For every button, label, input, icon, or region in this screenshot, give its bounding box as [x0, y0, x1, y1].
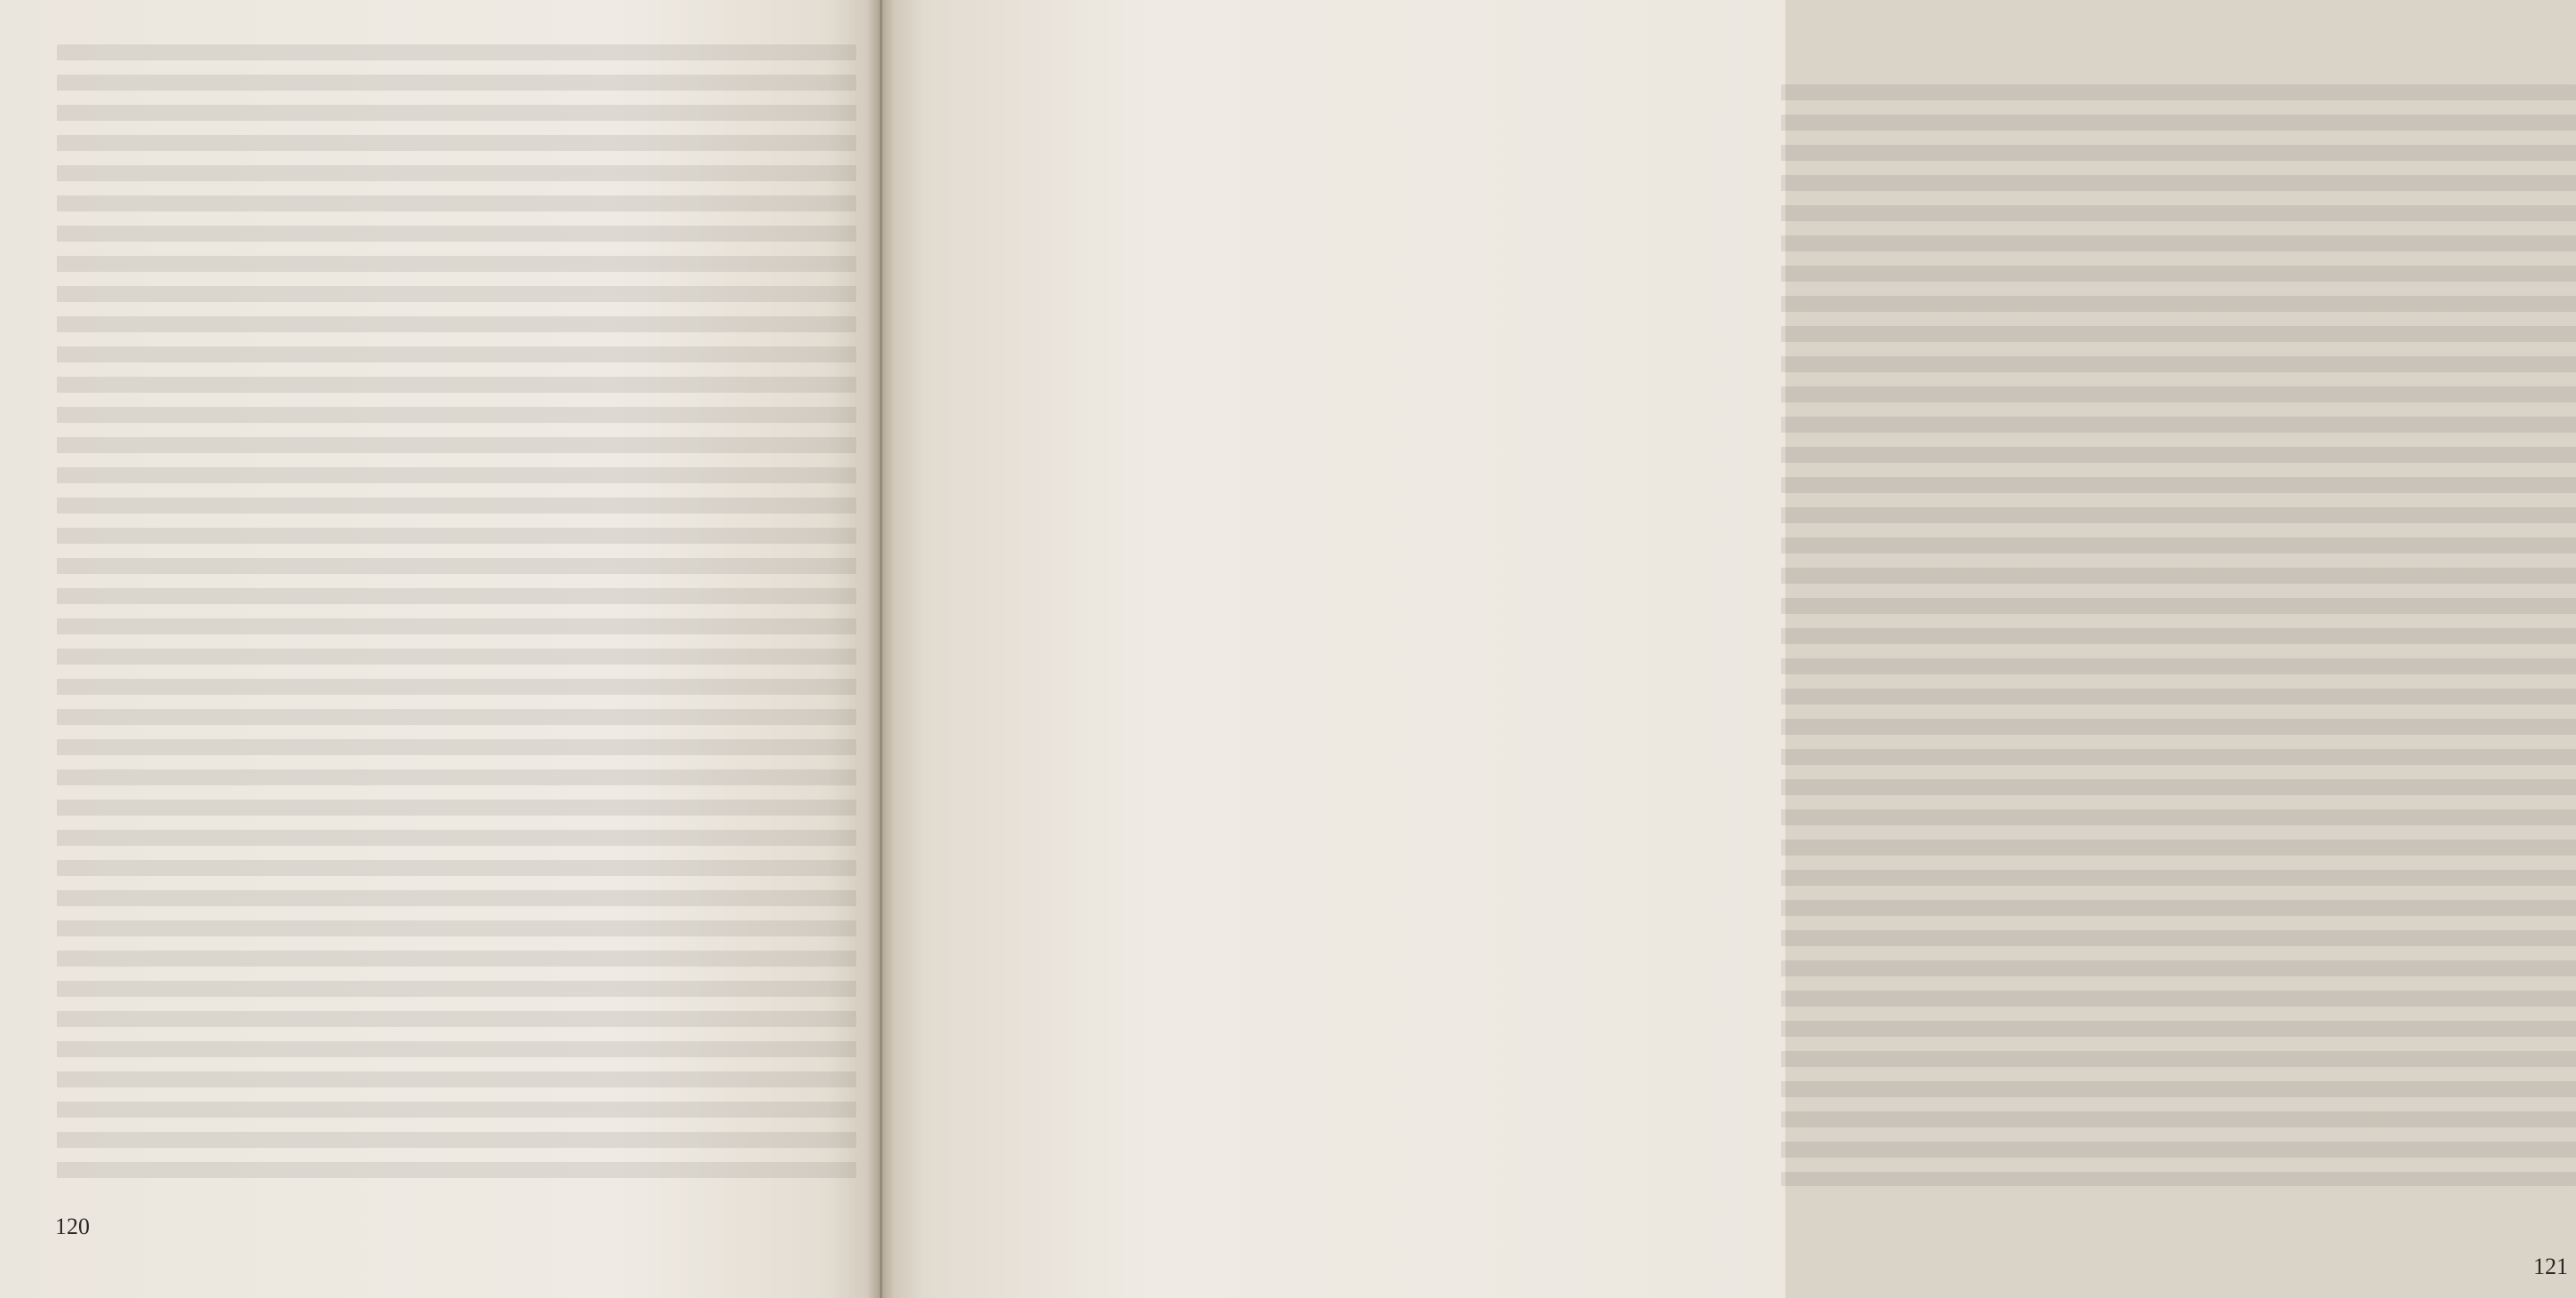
- left-page-number: 120: [55, 1214, 90, 1239]
- right-page-text-area: [1781, 84, 2576, 1186]
- right-page: [879, 0, 2568, 1298]
- left-page-text-area: [57, 44, 856, 1190]
- left-page: [0, 0, 879, 1298]
- book-spine-shadow: [867, 0, 894, 1298]
- right-page-number: 121: [2533, 1254, 2568, 1279]
